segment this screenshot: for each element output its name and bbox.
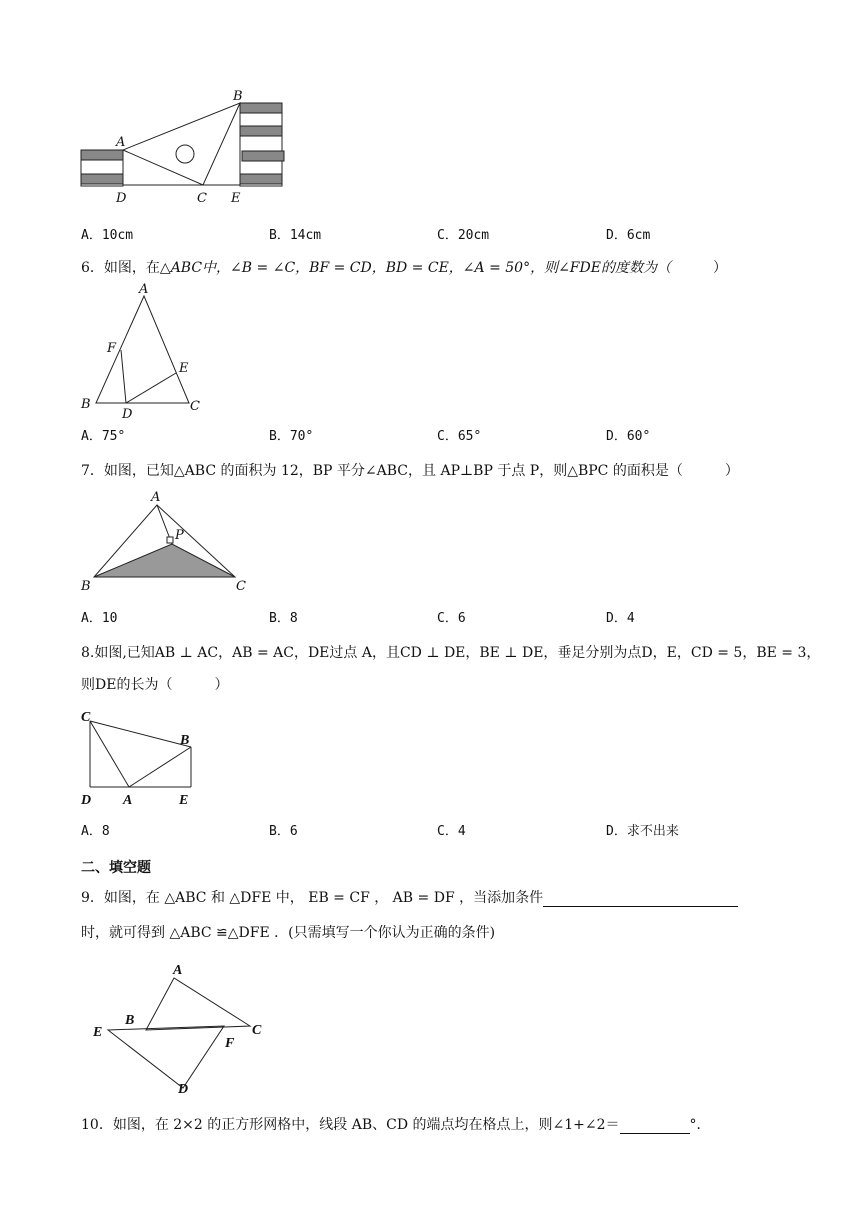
q9-label-C: C (252, 1023, 262, 1038)
q10-text-after: °． (689, 1117, 711, 1133)
q8-figure (78, 706, 208, 808)
q6-label-F: F (107, 341, 117, 356)
q6-option-d[interactable]: D．60° (606, 429, 651, 444)
q7-option-d[interactable]: D．4 (606, 611, 635, 626)
q6-label-D: D (122, 407, 133, 422)
q8-stem-close: ） (214, 677, 229, 693)
q6-option-b[interactable]: B．70° (269, 429, 314, 444)
q9-line1 (81, 889, 738, 907)
q6-figure (78, 282, 208, 422)
q8-label-E: E (179, 793, 189, 808)
q9-line1-text: 9．如图，在 △ABC 和 △DFE 中， EB = CF ， AB = DF ，当添加条件 (81, 890, 544, 906)
q8-label-D: D (81, 793, 92, 808)
q10-stem (81, 1116, 711, 1134)
q5-label-B: B (233, 89, 243, 104)
q9-line2: 时，就可得到 △ABC ≌△DFE ．(只需填写一个你认为正确的条件) (81, 925, 496, 941)
q5-label-D: D (116, 191, 127, 206)
q9-label-B: B (125, 1013, 135, 1028)
q8-option-b[interactable]: B．6 (269, 824, 298, 839)
q8-option-c[interactable]: C．4 (437, 824, 466, 839)
q7-stem-close: ） (724, 463, 739, 479)
q7-label-C: C (236, 579, 246, 594)
q5-option-a[interactable]: A．10cm (81, 228, 134, 243)
q7-figure (78, 487, 258, 597)
q10-answer-blank[interactable] (620, 1118, 690, 1134)
q7-label-A: A (151, 490, 161, 505)
q5-option-d[interactable]: D．6cm (606, 228, 651, 243)
q6-label-A: A (139, 282, 149, 297)
q9-label-A: A (173, 963, 183, 978)
q9-answer-blank[interactable] (543, 891, 738, 907)
q7-label-B: B (81, 579, 91, 594)
q5-label-E: E (231, 191, 241, 206)
section-title: 二、填空题 (81, 859, 151, 875)
q8-stem-line1: 8.如图,已知AB ⊥ AC，AB = AC，DE过点 A，且CD ⊥ DE，BE ⊥ DE，垂足分别为点D，E，CD = 5，BE = 3， (81, 645, 821, 661)
q6-stem-math: △ABC中，∠B = ∠C，BF = CD，BD = CE，∠A = 50°，则∠FDE的度数为（ (159, 260, 671, 276)
q7-option-b[interactable]: B．8 (269, 611, 298, 626)
q6-stem-close: ） (712, 260, 727, 276)
q5-option-b[interactable]: B．14cm (269, 228, 322, 243)
q6-option-a[interactable]: A．75° (81, 429, 126, 444)
q8-stem-line2 (81, 676, 228, 694)
q7-stem (81, 462, 739, 480)
q8-label-C: C (81, 710, 91, 725)
q7-option-a[interactable]: A．10 (81, 611, 118, 626)
q5-label-A: A (116, 135, 126, 150)
q9-figure (88, 958, 268, 1098)
q7-stem-text: 7．如图，已知△ABC 的面积为 12，BP 平分∠ABC，且 AP⊥BP 于点 P，则△BPC 的面积是（ (81, 463, 683, 479)
q10-text-before: 10．如图，在 2×2 的正方形网格中，线段 AB、CD 的端点均在格点上，则∠1+∠2＝ (81, 1117, 620, 1133)
q8-option-a[interactable]: A．8 (81, 824, 110, 839)
q6-stem-prefix: 6．如图，在 (81, 260, 160, 276)
q5-figure (78, 88, 288, 208)
q7-option-c[interactable]: C．6 (437, 611, 466, 626)
q9-label-D: D (178, 1082, 189, 1097)
q5-label-C: C (197, 191, 207, 206)
q8-option-d[interactable]: D．求不出来 (606, 824, 679, 839)
q9-label-E: E (93, 1025, 103, 1040)
q6-label-E: E (179, 361, 189, 376)
q9-label-F: F (225, 1036, 235, 1051)
q8-label-A: A (123, 793, 133, 808)
q6-label-B: B (81, 397, 91, 412)
q8-stem-line2-text: 则DE的长为（ (81, 677, 173, 693)
q6-stem (81, 259, 727, 277)
q8-label-B: B (180, 733, 190, 748)
q7-label-P: P (175, 528, 184, 543)
q6-label-C: C (190, 399, 200, 414)
q6-option-c[interactable]: C．65° (437, 429, 482, 444)
q5-option-c[interactable]: C．20cm (437, 228, 490, 243)
